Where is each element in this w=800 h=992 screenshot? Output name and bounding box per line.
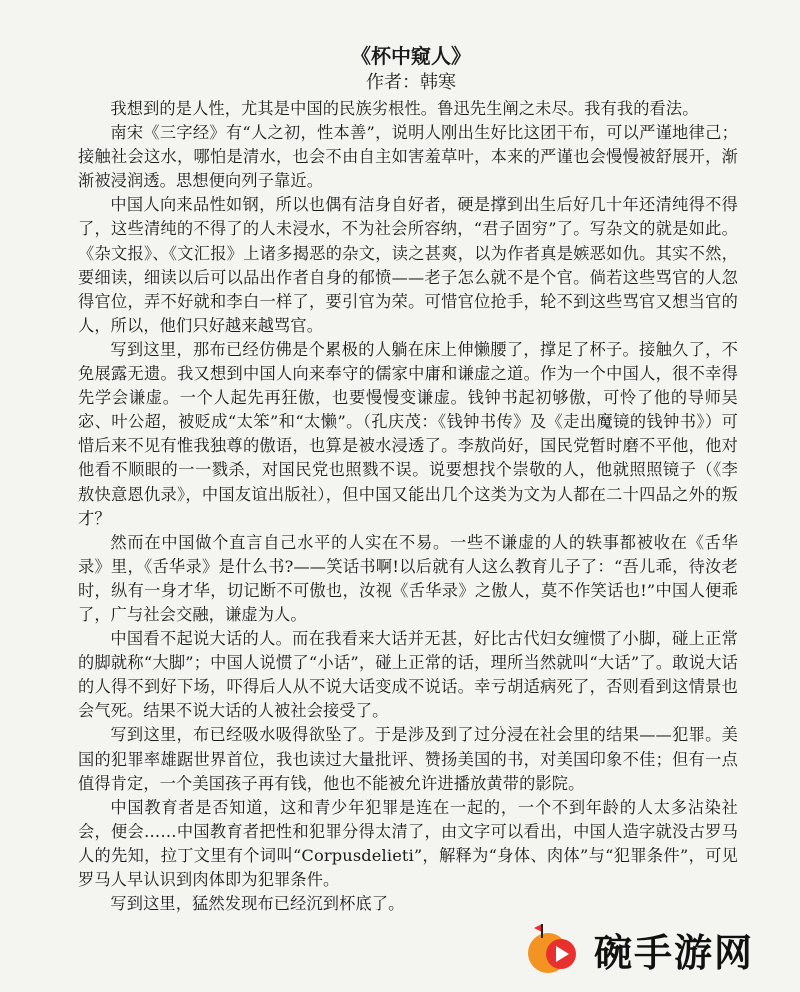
paragraph: 写到这里，猛然发现布已经沉到杯底了。	[110, 894, 405, 914]
article-title: 《杯中窥人》	[351, 44, 471, 68]
play-logo-icon	[526, 920, 584, 978]
watermark-text: 碗手游网	[594, 929, 755, 975]
paragraph: 南宋《三字经》有“人之初，性本善”，说明人刚出生好比这团干布，可以严谨地律己；接触社会这水，哪怕是清水，也会不由自主如害羞草叶，本来的严谨也会慢慢被舒展开，渐渐被浸润透。思想便向列子靠近。	[78, 123, 738, 191]
paragraph: 然而在中国做个直言自己水平的人实在不易。一些不谦虚的人的轶事都被收在《舌华录》里，《舌华录》是什么书?——笑话书啊!以后就有人这么教育儿子了：“吾儿乖，待汝老时，纵有一身才华，切记断不可傲也，汝视《舌华录》之傲人，莫不作笑话也!”中国人便乖了，广与社会交融，谦虚为人。	[78, 532, 738, 624]
paragraph: 我想到的是人性，尤其是中国的民族劣根性。鲁迅先生阐之未尽。我有我的看法。	[110, 99, 699, 118]
paragraph: 写到这里，布已经吸水吸得欲坠了。于是涉及到了过分浸在社会里的结果——犯罪。美国的犯罪率雄踞世界首位，我也读过大量批评、赞扬美国的书，对美国印象不佳；但有一点值得肯定，一个美国孩子再有钱，他也不能被允许进播放黄带的影院。	[78, 725, 738, 793]
paragraph: 中国看不起说大话的人。而在我看来大话并无甚，好比古代妇女缠惯了小脚，碰上正常的脚就称“大脚”；中国人说惯了“小话”，碰上正常的话，理所当然就叫“大话”了。敢说大话的人得不到好下场，吓得后人从不说大话变成不说话。幸亏胡适病死了，否则看到这情景也会气死。结果不说大话的人被社会接受了。	[78, 629, 738, 721]
paragraph: 中国教育者是否知道，这和青少年犯罪是连在一起的，一个不到年龄的人太多沾染社会，便会……中国教育者把性和犯罪分得太清了，由文字可以看出，中国人造字就没古罗马人的先知，拉丁文里有个词叫“Corpusdelieti”，解释为“身体、肉体”与“犯罪条件”，可见罗马人早认识到肉体即为犯罪条件。	[78, 797, 738, 889]
paragraph: 中国人向来品性如钢，所以也偶有洁身自好者，硬是撑到出生后好几十年还清纯得不得了，这些清纯的不得了的人未浸水，不为社会所容纳，“君子固穷”了。写杂文的就是如此。《杂文报》、《文汇报》上诸多揭恶的杂文，读之甚爽，以为作者真是嫉恶如仇。其实不然，要细读，细读以后可以品出作者自身的郁愤——老子怎么就不是个官。倘若这些骂官的人忽得官位，弄不好就和李白一样了，要引官为荣。可惜官位抢手，轮不到这些骂官又想当官的人，所以，他们只好越来越骂官。	[78, 195, 738, 335]
paragraph: 写到这里，那布已经仿佛是个累极的人躺在床上伸懒腰了，撑足了杯子。接触久了，不免展露无遗。我又想到中国人向来奉守的儒家中庸和谦虚之道。作为一个中国人，很不幸得先学会谦虚。一个人起先再狂傲，也要慢慢变谦虚。钱钟书起初够傲，可怜了他的导师吴宓、叶公超，被贬成“太笨”和“太懒”。（孔庆茂：《钱钟书传》及《走出魔镜的钱钟书》）可惜后来不见有惟我独尊的傲语，也算是被水浸透了。李敖尚好，国民党暂时磨不平他，他对他看不顺眼的一一戮杀，对国民党也照戮不误。说要想找个崇敬的人，他就照照镜子（《李敖快意恩仇录》，中国友谊出版社），但中国又能出几个这类为文为人都在二十四品之外的叛才？	[78, 339, 738, 528]
watermark	[526, 918, 786, 980]
article-author: 作者：韩寒	[366, 72, 456, 93]
